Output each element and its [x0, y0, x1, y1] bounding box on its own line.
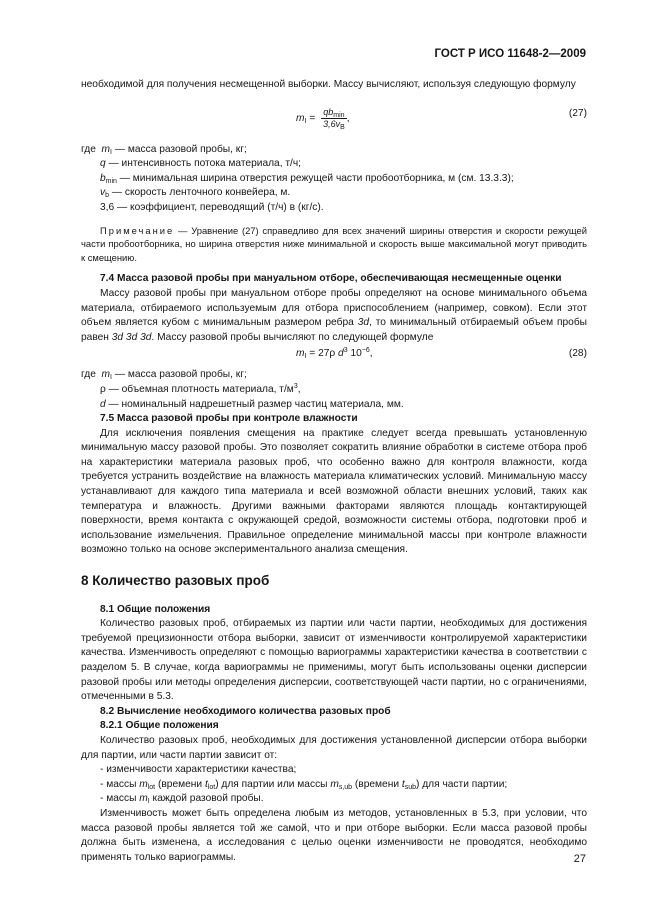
where-list-1: [81, 143, 587, 216]
section-7-4-paragraph: Массу разовой пробы при мануальном отборе пробы определяют на основе минимального объема материала, отбираемого используемым для отбора приспособлением (например, совком). Если этот объем является кубом с минимальным размером ребра 3d, то минимальный отбираемый объем пробы равен 3d 3d 3d. Массу разовой пробы вычисляют по следующей формуле: [81, 287, 587, 343]
formula-symbol: m: [296, 112, 305, 124]
where-item: $b_{min}$ — минимальная ширина отверстия режущей части пробоотборника, м (см. 13.3.3);: [100, 172, 514, 185]
where-item: 3,6 — коэффициент, переводящий (т/ч) в (кг/с).: [100, 201, 324, 213]
section-7-4-title: 7.4 Масса разовой пробы при мануальном отборе, обеспечивающая несмещенные оценки: [100, 273, 562, 285]
section-8-1-title: 8.1 Общие положения: [100, 603, 211, 615]
fraction-numerator: $qb_{min}$: [321, 107, 347, 119]
where-item: где $m_I$ — масса разовой пробы, кг;: [81, 143, 247, 156]
fraction-denominator: $3,6v_B$: [323, 118, 345, 131]
where-item: где $m_I$ — масса разовой пробы, кг;: [81, 369, 247, 382]
list-item: - массы $m_{lot}$ (времени $t_{lot}$) для партии или массы $m_{s,ub}$ (времени $t_{sub}$) для части партии;: [100, 778, 508, 791]
note-label: Примечание: [100, 224, 175, 236]
section-8-title: 8 Количество разовых проб: [81, 573, 270, 589]
where-item: d — номинальный надрешетный размер частиц материала, мм.: [100, 398, 404, 410]
where-item: $v_b$ — скорость ленточного конвейера, м.: [100, 187, 291, 200]
document-header: ГОСТ Р ИСО 11648-2—2009: [434, 48, 586, 60]
formula-equals: =: [306, 112, 319, 124]
formula-27-expression: $m_I$ = $\frac{qb_{min}}{3,6v_B}$ ,: [296, 106, 350, 131]
list-item: - массы $m_I$ каждой разовой пробы.: [100, 793, 264, 806]
intro-paragraph: необходимой для получения несмещенной выборки. Массу вычисляют, используя следующую формулу: [81, 79, 576, 90]
formula-fraction: [321, 107, 347, 130]
section-8-2-1-paragraph-2: Изменчивость может быть определена любым из методов, установленных в 5.3, при условии, что масса разовой пробы является той же самой, что и при отборе выборки. Если масса разовой пробы должна быть изменена, а исследования с целью оценки изменчивости не проводятся, необходимо применять только вариограммы.: [81, 807, 587, 863]
formula-number: (27): [568, 107, 587, 119]
formula-28: [81, 347, 587, 365]
section-8-2-1-title: 8.2.1 Общие положения: [100, 720, 219, 732]
note-paragraph: Примечание — Уравнение (27) справедливо для всех значений ширины отверстия и скорости режущей части пробоотборника, но ширина отверстия ниже минимальной и скорость выше максимальной могут приводить к смещению.: [81, 224, 587, 263]
section-8-2-title: 8.2 Вычисление необходимого количества разовых проб: [100, 705, 391, 717]
section-7-5-title: 7.5 Масса разовой пробы при контроле влажности: [100, 413, 358, 425]
section-8-2-1-paragraph: Количество разовых проб, необходимых для достижения установленной дисперсии отбора выборки для партии, или части партии зависит от:: [81, 734, 587, 761]
where-item: q — интенсивность потока материала, т/ч;: [100, 158, 302, 170]
list-item: - изменчивости характеристики качества;: [100, 764, 297, 776]
where-list-2: [81, 368, 587, 412]
section-7-5-paragraph: Для исключения появления смещения на практике следует всегда превышать установленную минимальную массу разовой пробы. Это позволяет сократить влияние обработки в системе отбора проб на характеристики материала разовых проб, что особенно важно для контроля влажности, когда требуется устранить воздействие на влажность материала климатических условий. Минимальную массу устанавливают для каждого типа материала и всей возможной области внешних условий, таких как температура и влажность. Другими важными факторами являются площадь контактирующей поверхности, время контакта с окружающей средой, возможности системы отбора, подготовки проб и использование измельчения. Правильное определение минимальной массы при контроле влажности возможно только на основе экспериментального анализа смещения.: [81, 427, 587, 556]
section-8-1-paragraph: Количество разовых проб, отбираемых из партии или части партии, необходимых для достижения требуемой прецизионности отбора выборки, зависит от изменчивости контролируемой характеристики качества. Изменчивость определяют с помощью вариограммы характеристики качества в соответствии с разделом 5. В случае, когда вариограммы не применимы, могут быть использованы оценки дисперсии разовой пробы или методы определения дисперсии, соответствующей части партии, но с ограничениями, отмеченными в 5.3.: [81, 618, 587, 703]
page-content: [81, 78, 587, 865]
formula-number: (28): [568, 348, 587, 360]
page-number: 27: [573, 853, 586, 865]
where-item: ρ — объемная плотность материала, $т/м^3$,: [100, 382, 301, 395]
formula-subscript: I: [304, 117, 307, 125]
formula-28-expression: $m_I = 27\rho$ $d^3$ $10^{-6}$,: [296, 347, 373, 361]
formula-27: [81, 97, 587, 137]
